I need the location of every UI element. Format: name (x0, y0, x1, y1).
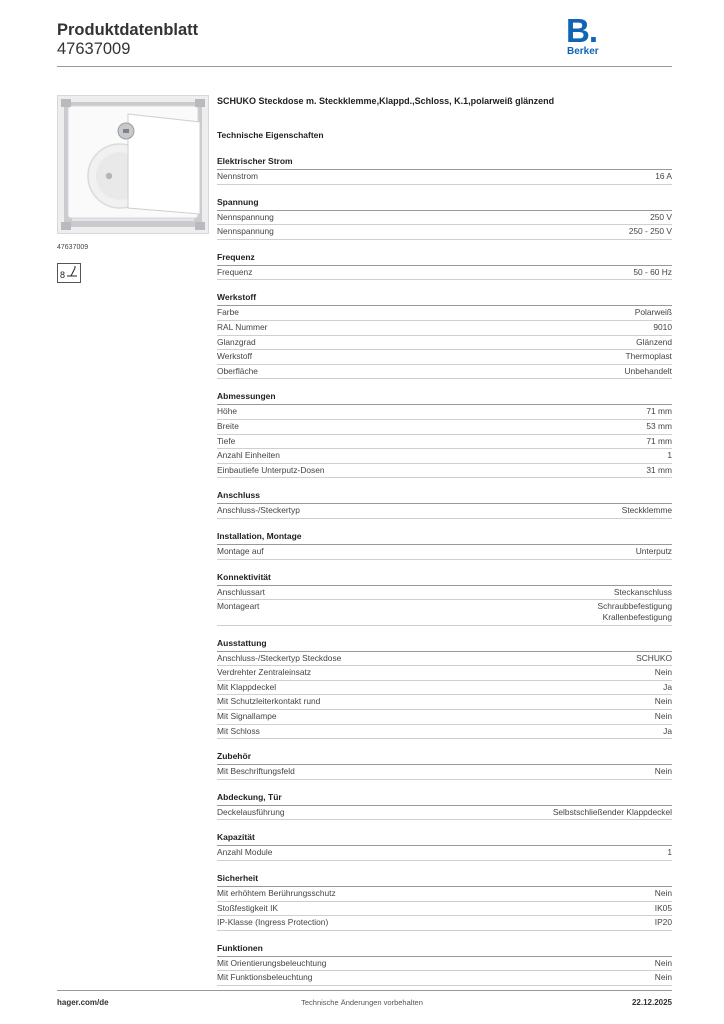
section (217, 638, 672, 740)
property-value: Nein (654, 766, 672, 777)
property-label: Montageart (217, 601, 260, 612)
property-label: Werkstoff (217, 351, 253, 362)
section-title: Sicherheit (217, 873, 672, 887)
property-row (217, 504, 672, 519)
property-row (217, 211, 672, 226)
section (217, 391, 672, 478)
property-label: Nennspannung (217, 226, 274, 237)
property-row (217, 652, 672, 667)
property-label: Anzahl Module (217, 847, 273, 858)
property-label: Mit Schloss (217, 725, 260, 736)
property-label: Glanzgrad (217, 336, 256, 347)
footer-notice: Technische Änderungen vorbehalten (301, 998, 423, 1007)
property-value: Nein (654, 711, 672, 722)
property-value: 1 (667, 450, 672, 461)
property-row (217, 321, 672, 336)
property-row (217, 666, 672, 681)
property-label: Deckelausführung (217, 806, 285, 817)
property-label: Anschlussart (217, 586, 265, 597)
property-value: 9010 (653, 321, 672, 332)
property-value: SCHUKO (636, 652, 672, 663)
section-title: Elektrischer Strom (217, 156, 672, 170)
property-label: RAL Nummer (217, 321, 268, 332)
properties-table (217, 156, 672, 986)
property-label: Mit Klappdeckel (217, 681, 277, 692)
property-label: Anschluss-/Steckertyp Steckdose (217, 652, 342, 663)
property-value: 50 - 60 Hz (633, 266, 672, 277)
section (217, 490, 672, 519)
property-value: 16 A (655, 171, 672, 181)
section (217, 943, 672, 986)
property-row (217, 365, 672, 380)
property-row (217, 681, 672, 696)
property-row (217, 902, 672, 917)
property-label: Höhe (217, 406, 238, 417)
property-row (217, 170, 672, 185)
property-row (217, 695, 672, 710)
property-value: Nein (654, 696, 672, 707)
property-label: Mit Schutzleiterkontakt rund (217, 696, 321, 707)
footer-date: 22.12.2025 (631, 998, 672, 1007)
property-value: Thermoplast (625, 351, 672, 362)
property-value: Nein (654, 667, 672, 678)
section-title: Funktionen (217, 943, 672, 957)
property-row (217, 464, 672, 479)
property-row (217, 846, 672, 861)
property-row (217, 405, 672, 420)
property-row (217, 600, 672, 626)
property-label: Einbautiefe Unterputz-Dosen (217, 464, 325, 475)
property-row (217, 710, 672, 725)
socket-illustration (58, 96, 208, 233)
section-title: Anschluss (217, 490, 672, 504)
property-value: 31 mm (646, 464, 672, 475)
section (217, 751, 672, 780)
property-value: IK05 (654, 902, 672, 913)
property-label: Mit Beschriftungsfeld (217, 766, 295, 777)
property-value: Unterputz (635, 545, 672, 556)
property-value: Nein (654, 972, 672, 983)
property-value: Steckanschluss (613, 586, 672, 597)
section-title: Frequenz (217, 252, 672, 266)
logo-mark: B. (566, 12, 597, 49)
property-label: Mit Orientierungsbeleuchtung (217, 957, 327, 968)
property-row (217, 725, 672, 740)
property-row (217, 957, 672, 972)
property-label: Anschluss-/Steckertyp (217, 505, 300, 516)
property-label: Mit Funktionsbeleuchtung (217, 972, 313, 983)
property-row (217, 887, 672, 902)
section (217, 197, 672, 240)
section (217, 292, 672, 379)
property-label: Anzahl Einheiten (217, 450, 280, 461)
section-title: Konnektivität (217, 572, 672, 586)
property-row (217, 449, 672, 464)
property-value: Unbehandelt (624, 365, 672, 376)
property-value: Ja (663, 725, 672, 736)
property-row (217, 806, 672, 821)
property-label: Mit Signallampe (217, 711, 277, 722)
property-value: Steckklemme (621, 505, 672, 516)
section-title: Kapazität (217, 832, 672, 846)
property-label: Oberfläche (217, 365, 258, 376)
property-row (217, 420, 672, 435)
property-value: Glänzend (636, 336, 672, 347)
terminal-symbol-icon (58, 264, 80, 282)
property-row (217, 435, 672, 450)
property-row (217, 765, 672, 780)
section (217, 531, 672, 560)
property-label: Nennstrom (217, 171, 258, 181)
property-label: Montage auf (217, 545, 264, 556)
property-value: Nein (654, 957, 672, 968)
footer-website[interactable]: hager.com/de (57, 998, 109, 1007)
property-label: Breite (217, 420, 239, 431)
property-value: 53 mm (646, 420, 672, 431)
header-divider (57, 66, 672, 67)
property-label: Stoßfestigkeit IK (217, 902, 278, 913)
section (217, 832, 672, 861)
symbol-label: 8 (60, 270, 66, 280)
property-row (217, 545, 672, 560)
berker-logo (566, 12, 606, 58)
section-title: Ausstattung (217, 638, 672, 652)
property-row (217, 336, 672, 351)
property-value: 250 - 250 V (628, 226, 672, 237)
property-label: Nennspannung (217, 211, 274, 222)
property-value: IP20 (654, 917, 672, 928)
property-label: Verdrehter Zentraleinsatz (217, 667, 312, 678)
property-value: 71 mm (646, 406, 672, 417)
logo-wordmark: Berker (567, 46, 599, 57)
article-number: 47637009 (57, 40, 131, 58)
property-row (217, 266, 672, 281)
property-value: 1 (667, 847, 672, 858)
property-row (217, 306, 672, 321)
document-title: Produktdatenblatt (57, 21, 199, 39)
property-row (217, 350, 672, 365)
property-label: Frequenz (217, 266, 253, 277)
property-row (217, 225, 672, 240)
property-label: Tiefe (217, 435, 236, 446)
property-value: Schraubbefestigung Krallenbefestigung (597, 601, 672, 623)
product-image (57, 95, 209, 234)
section (217, 252, 672, 281)
section-title: Abmessungen (217, 391, 672, 405)
property-label: Mit erhöhtem Berührungsschutz (217, 888, 336, 899)
section-title: Spannung (217, 197, 672, 211)
connection-symbol (57, 263, 81, 283)
section-title: Werkstoff (217, 292, 672, 306)
section (217, 873, 672, 931)
product-description: SCHUKO Steckdose m. Steckklemme,Klappd.,Schloss, K.1,polarweiß glänzend (217, 96, 555, 106)
property-value: 71 mm (646, 435, 672, 446)
section (217, 572, 672, 626)
property-label: IP-Klasse (Ingress Protection) (217, 917, 329, 928)
property-value: 250 V (650, 211, 672, 222)
section-title: Installation, Montage (217, 531, 672, 545)
section-title: Zubehör (217, 751, 672, 765)
footer-divider (57, 990, 672, 991)
property-row (217, 916, 672, 931)
section-title: Abdeckung, Tür (217, 792, 672, 806)
property-label: Farbe (217, 307, 239, 318)
properties-heading: Technische Eigenschaften (217, 130, 324, 140)
section (217, 792, 672, 821)
property-value: Selbstschließender Klappdeckel (552, 806, 672, 817)
property-value: Nein (654, 888, 672, 899)
property-row (217, 971, 672, 986)
property-row (217, 586, 672, 601)
property-value: Ja (663, 681, 672, 692)
property-value: Polarweiß (634, 307, 672, 318)
section (217, 156, 672, 185)
image-caption: 47637009 (57, 244, 89, 251)
